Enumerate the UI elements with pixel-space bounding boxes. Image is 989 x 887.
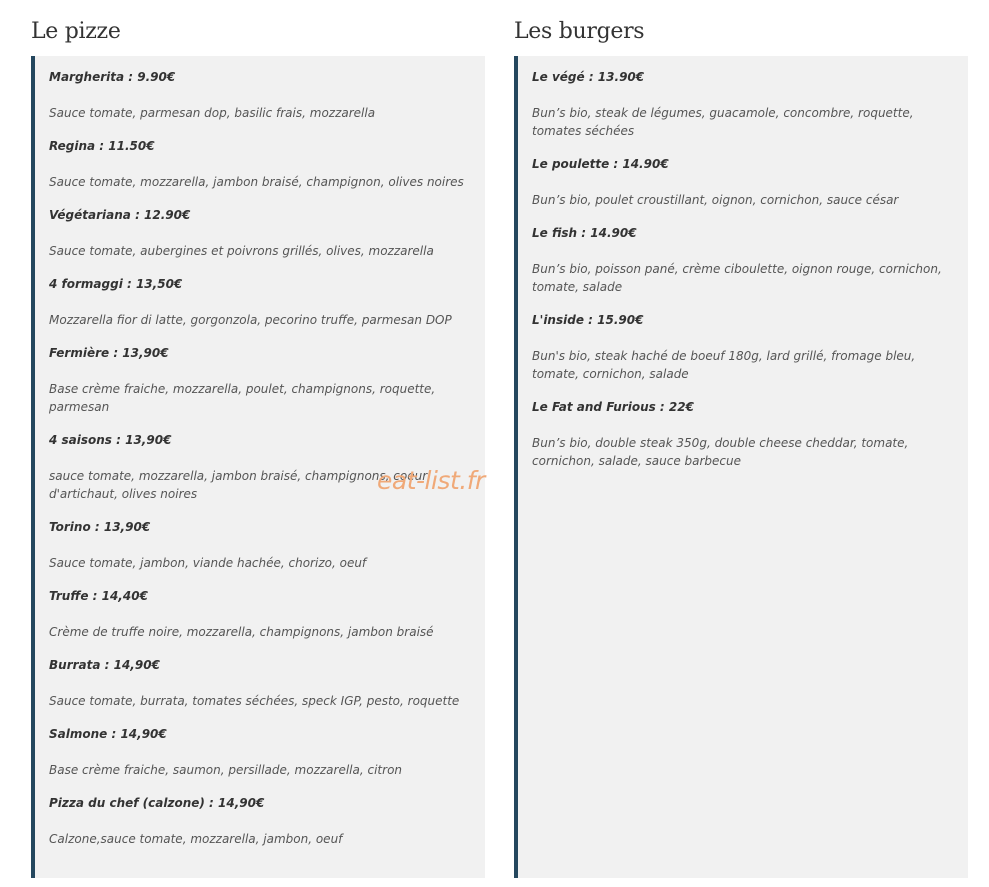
menu-item (49, 69, 471, 122)
item-description: Calzone,sauce tomate, mozzarella, jambon, oeuf (49, 832, 343, 846)
item-name: Le fish : 14.90€ (532, 226, 637, 240)
item-description: sauce tomate, mozzarella, jambon braisé, champignons, coeur d'artichaut, olives noires (49, 469, 428, 501)
item-description: Bun’s bio, poisson pané, crème ciboulette, oignon rouge, cornichon, tomate, salade (532, 262, 942, 294)
burger-menu-panel (514, 56, 968, 878)
menu-item (49, 657, 471, 710)
item-description: Mozzarella fior di latte, gorgonzola, pecorino truffe, parmesan DOP (49, 313, 452, 327)
menu-item (532, 399, 954, 470)
item-description: Base crème fraiche, saumon, persillade, mozzarella, citron (49, 763, 403, 777)
item-name: Le Fat and Furious : 22€ (532, 400, 694, 414)
item-name: Margherita : 9.90€ (49, 70, 176, 84)
item-name: Le poulette : 14.90€ (532, 157, 669, 171)
watermark-text: eat-list.fr (377, 466, 485, 495)
item-name: L'inside : 15.90€ (532, 313, 644, 327)
menu-item (49, 138, 471, 191)
item-description: Bun’s bio, double steak 350g, double cheese cheddar, tomate, cornichon, salade, sauce barbecue (532, 436, 909, 468)
item-description: Bun’s bio, poulet croustillant, oignon, cornichon, sauce césar (532, 193, 899, 207)
item-description: Sauce tomate, burrata, tomates séchées, speck IGP, pesto, roquette (49, 694, 460, 708)
item-description: Crème de truffe noire, mozzarella, champignons, jambon braisé (49, 625, 434, 639)
item-description: Bun’s bio, steak de légumes, guacamole, concombre, roquette, tomates séchées (532, 106, 914, 138)
menu-item (532, 312, 954, 383)
menu-item (49, 345, 471, 416)
menu-item (532, 69, 954, 140)
burger-section-title: Les burgers (514, 19, 645, 44)
item-description: Base crème fraiche, mozzarella, poulet, champignons, roquette, parmesan (49, 382, 436, 414)
item-description: Bun's bio, steak haché de boeuf 180g, lard grillé, fromage bleu, tomate, cornichon, salade (532, 349, 916, 381)
menu-item (49, 795, 471, 848)
menu-item (49, 276, 471, 329)
item-description: Sauce tomate, aubergines et poivrons grillés, olives, mozzarella (49, 244, 434, 258)
item-name: Fermière : 13,90€ (49, 346, 169, 360)
menu-item (49, 207, 471, 260)
item-name: Truffe : 14,40€ (49, 589, 148, 603)
item-name: Végétariana : 12.90€ (49, 208, 191, 222)
item-name: Le végé : 13.90€ (532, 70, 645, 84)
item-name: 4 formaggi : 13,50€ (49, 277, 183, 291)
menu-item (49, 588, 471, 641)
item-name: Pizza du chef (calzone) : 14,90€ (49, 796, 265, 810)
pizza-section-title: Le pizze (31, 19, 121, 44)
item-description: Sauce tomate, jambon, viande hachée, chorizo, oeuf (49, 556, 367, 570)
menu-item (49, 726, 471, 779)
menu-item (49, 519, 471, 572)
menu-item (532, 156, 954, 209)
item-name: Regina : 11.50€ (49, 139, 155, 153)
item-name: 4 saisons : 13,90€ (49, 433, 172, 447)
item-name: Burrata : 14,90€ (49, 658, 160, 672)
item-description: Sauce tomate, mozzarella, jambon braisé, champignon, olives noires (49, 175, 464, 189)
item-name: Salmone : 14,90€ (49, 727, 167, 741)
menu-item (532, 225, 954, 296)
item-description: Sauce tomate, parmesan dop, basilic frais, mozzarella (49, 106, 376, 120)
item-name: Torino : 13,90€ (49, 520, 151, 534)
